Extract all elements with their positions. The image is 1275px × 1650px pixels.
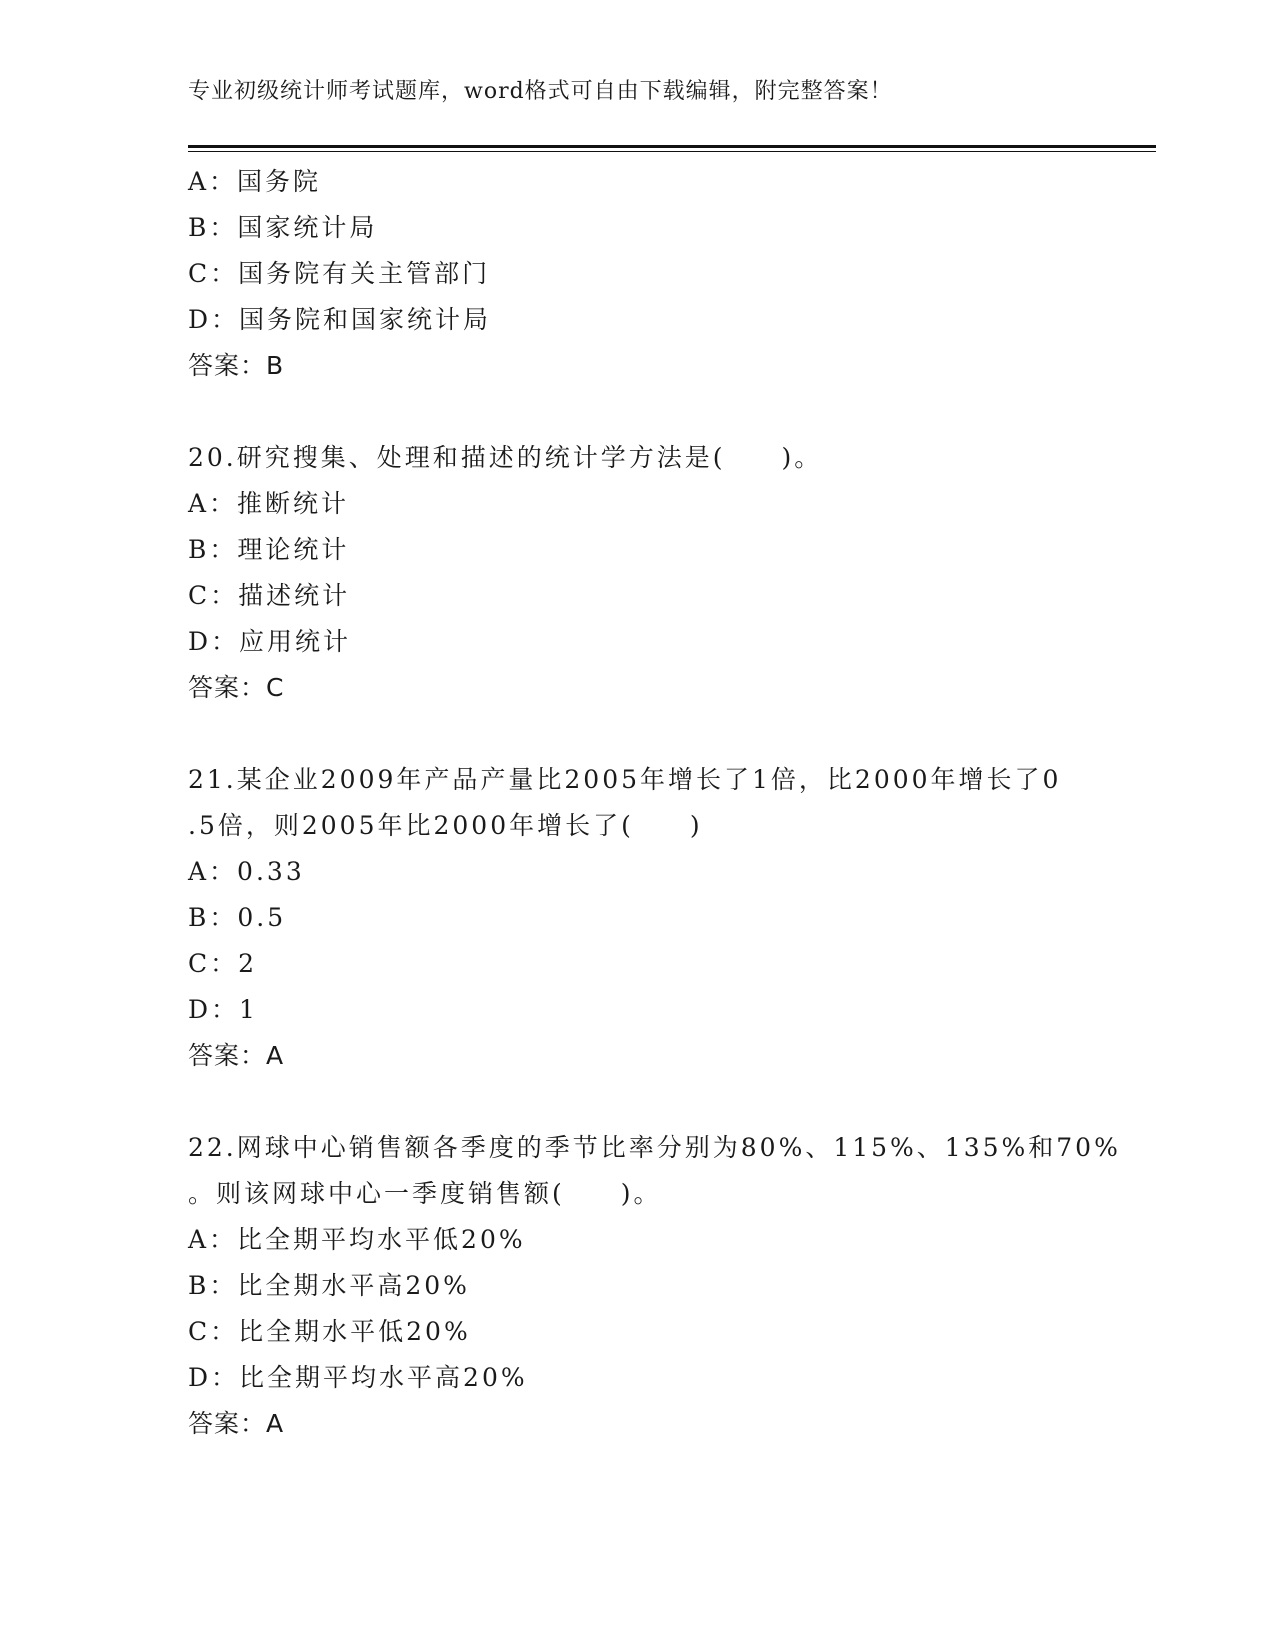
option-d: D：比全期平均水平高20% <box>188 1363 528 1392</box>
option-b: B：比全期水平高20% <box>188 1271 470 1300</box>
question-block <box>188 757 1088 1079</box>
question-text: 20.研究搜集、处理和描述的统计学方法是( )。 <box>188 443 823 472</box>
question-block <box>188 159 1088 389</box>
option-c: C：描述统计 <box>188 581 351 610</box>
option-a: A：国务院 <box>188 167 322 196</box>
spacer <box>188 389 1088 435</box>
option-d: D：应用统计 <box>188 627 352 656</box>
answer-line: 答案：A <box>188 1041 285 1070</box>
option-d: D：国务院和国家统计局 <box>188 305 492 334</box>
option-c: C：国务院有关主管部门 <box>188 259 491 288</box>
page-header: 专业初级统计师考试题库，word格式可自由下载编辑，附完整答案！ <box>188 79 893 104</box>
question-text: 22.网球中心销售额各季度的季节比率分别为80%、115%、135%和70% <box>188 1133 1121 1162</box>
option-b: B：国家统计局 <box>188 213 378 242</box>
spacer <box>188 711 1088 757</box>
option-b: B：0.5 <box>188 903 287 932</box>
answer-line: 答案：A <box>188 1409 285 1438</box>
question-block <box>188 435 1088 711</box>
question-list <box>188 159 1121 1447</box>
option-a: A：推断统计 <box>188 489 350 518</box>
header-rule-thick <box>188 145 1156 148</box>
option-c: C：2 <box>188 949 258 978</box>
question-text: 21.某企业2009年产品产量比2005年增长了1倍，比2000年增长了0 <box>188 765 1062 794</box>
spacer <box>188 1079 1088 1125</box>
answer-line: 答案：C <box>188 673 285 702</box>
option-c: C：比全期水平低20% <box>188 1317 471 1346</box>
question-block <box>188 1125 1121 1447</box>
question-text-continued: .5倍，则2005年比2000年增长了( ) <box>188 811 703 840</box>
option-a: A：0.33 <box>188 857 305 886</box>
option-d: D：1 <box>188 995 258 1024</box>
option-b: B：理论统计 <box>188 535 350 564</box>
header-rule-thin <box>188 151 1156 152</box>
question-text-continued: 。则该网球中心一季度销售额( )。 <box>188 1179 662 1208</box>
option-a: A：比全期平均水平低20% <box>188 1225 526 1254</box>
answer-line: 答案：B <box>188 351 285 380</box>
